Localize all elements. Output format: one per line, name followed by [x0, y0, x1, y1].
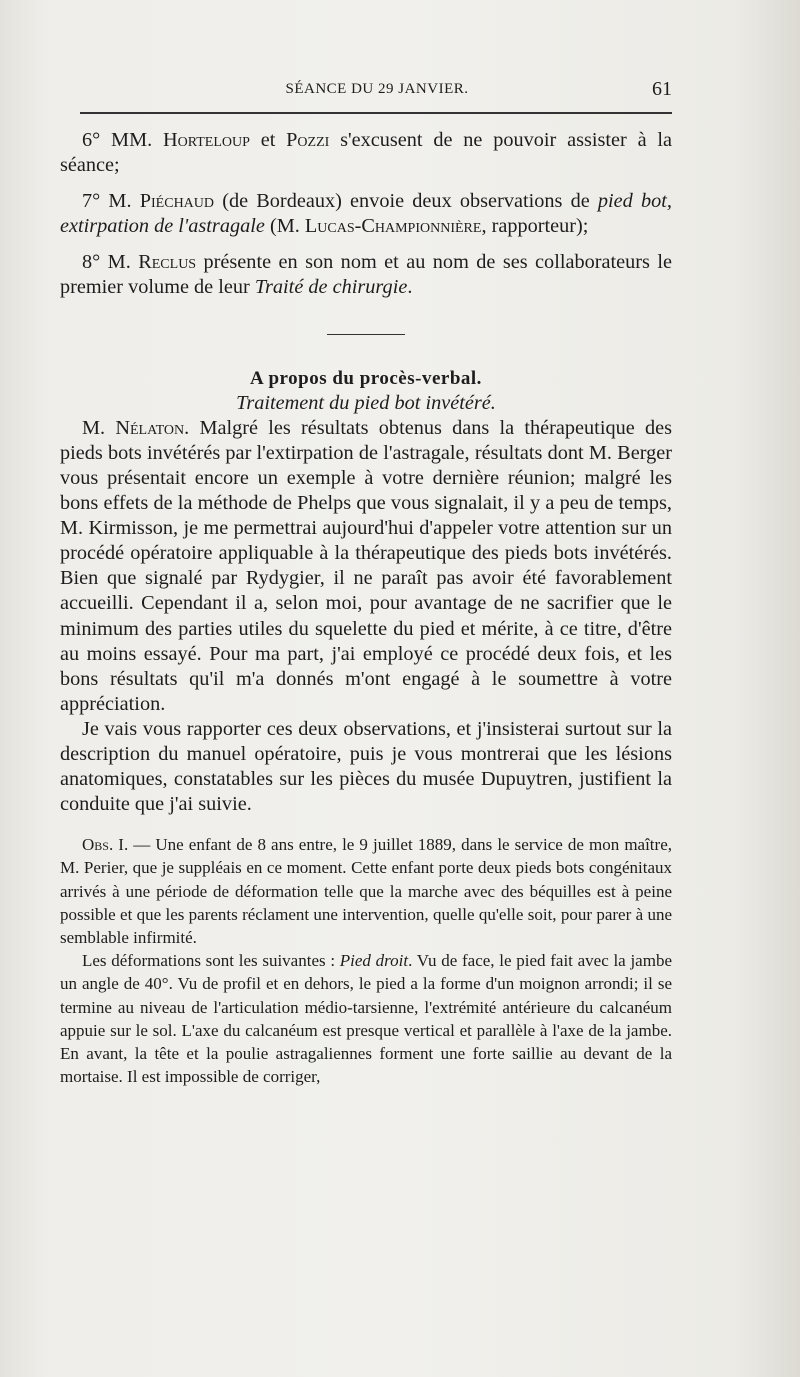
item-text: (de Bordeaux) envoie deux observations de: [214, 190, 598, 213]
observation-text: — Une enfant de 8 ans entre, le 9 juillet 1889, dans le service de mon maître, M. Perier, que je suppléais en ce moment. Cette enfant porte deux pieds bots congénitaux arrivés à une période de déformation telle que la marche avec des béquilles est à peine possible et que les parents réclament une intervention, quelle qu'elle soit, pour parer à une semblable infirmité.: [60, 835, 672, 948]
speech-paragraph: Je vais vous rapporter ces deux observations, et j'insisterai surtout sur la description du manuel opératoire, puis je vous montrerai que les lésions anatomiques, constatables sur les pièces du musée Dupuytren, justifient la conduite que j'ai suivie.: [60, 717, 672, 816]
observation-text: . Vu de face, le pied fait avec la jambe un angle de 40°. Vu de profil et en dehors, le pied a la forme d'un moignon arrondi; il se termine au niveau de l'articulation médio-tarsienne, l'extrémité antérieure du calcanéum appuie sur le sol. L'axe du calcanéum est presque vertical et parallèle à l'axe de la jambe. En avant, la tête et la poulie astragaliennes forment une forte saillie au devant de la mortaise. Il est impossible de corriger,: [60, 951, 672, 1087]
header-rule: [80, 112, 672, 114]
item-text: .: [407, 276, 413, 299]
agenda-item-8: [60, 250, 672, 300]
item-italic-title: pied bot, extirpation de l'astragale: [60, 190, 672, 238]
member-name: Horteloup: [162, 129, 250, 151]
item-number: 6° MM.: [82, 129, 153, 151]
observation-italic: Pied droit: [339, 951, 409, 971]
agenda-item-7: [60, 189, 672, 239]
member-name: Lucas-Championnière: [304, 215, 482, 238]
observation-paragraph: [60, 949, 672, 1088]
section-divider: [327, 334, 405, 335]
observation-block: [60, 833, 672, 1088]
running-title: SÉANCE DU 29 JANVIER.: [285, 81, 469, 97]
item-text: (M.: [264, 215, 305, 238]
speech-paragraph: [60, 416, 672, 717]
item-text: et: [249, 129, 287, 151]
section-subtitle: Traitement du pied bot invétéré.: [236, 391, 496, 414]
section-title: A propos du procès-verbal.: [250, 367, 482, 389]
observation-label: Obs. I.: [82, 835, 129, 855]
item-number: 7° M.: [82, 190, 132, 213]
running-header: [82, 78, 672, 104]
page-number: 61: [652, 78, 672, 100]
member-name: Pozzi: [286, 129, 330, 151]
agenda-item-6: [60, 128, 672, 178]
speaker-prefix: M.: [82, 416, 116, 439]
page-body: [60, 128, 672, 1088]
item-text: s'excusent de ne pouvoir assister à la séance;: [60, 129, 673, 177]
item-italic-title: Traité de chirurgie: [254, 276, 408, 299]
member-name: Reclus: [138, 251, 197, 274]
item-number: 8° M.: [82, 251, 131, 274]
observation-text: Les déformations sont les suivantes :: [82, 951, 340, 971]
item-text: , rapporteur);: [481, 215, 589, 238]
speaker-name: Nélaton: [115, 416, 185, 439]
observation-paragraph: [60, 833, 672, 949]
member-name: Piéchaud: [139, 190, 215, 213]
item-text: présente en son nom et au nom de ses collaborateurs le premier volume de leur: [60, 251, 672, 299]
speech-text: . Malgré les résultats obtenus dans la thérapeutique des pieds bots invétérés par l'extirpation de l'astragale, résultats dont M. Berger vous présentait encore un exemple à votre dernière réunion; malgré les bons effets de la méthode de Phelps que vous signalait, il y a peu de temps, M. Kirmisson, je me permettrai aujourd'hui d'appeler votre attention sur un procédé opératoire appliquable à la thérapeutique des pieds bots invétérés. Bien que signalé par Rydygier, il ne paraît pas avoir été favorablement accueilli. Cependant il a, selon moi, pour avantage de ne sacrifier que le minimum des parties utiles du squelette du pied et mérite, à ce titre, d'être au moins essayé. Pour ma part, j'ai employé ce procédé deux fois, et les bons résultats qu'il m'a donnés m'ont engagé à le soumettre à votre appréciation.: [60, 416, 672, 715]
